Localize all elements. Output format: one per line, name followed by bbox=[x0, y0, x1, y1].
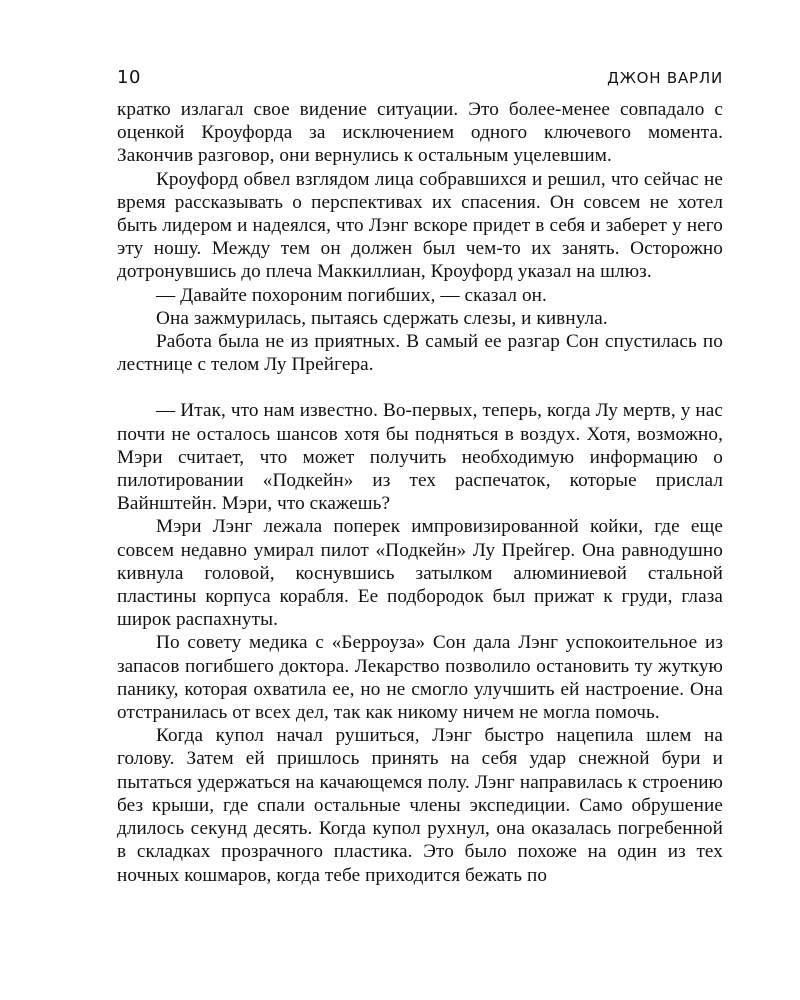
page-number: 10 bbox=[117, 67, 141, 88]
running-head bbox=[117, 64, 723, 98]
paragraph: Когда купол начал рушиться, Лэнг быстро нацепила шлем на голову. Затем ей пришлось принять на себя удар снежной бури и пытаться удержаться на качающемся полу. Лэнг направилась к строению без крыши, где спали остальные члены экспедиции. Само обрушение длилось секунд десять. Когда купол рухнул, она оказалась погребенной в складках прозрачного пластика. Это было похоже на один из тех ночных кошмаров, когда тебе приходится бежать по bbox=[117, 725, 723, 886]
paragraph: — Давайте похороним погибших, — сказал он. bbox=[156, 284, 547, 306]
paragraph: Она зажмурилась, пытаясь сдержать слезы, и кивнула. bbox=[156, 307, 608, 329]
paragraph: Кроуфорд обвел взглядом лица собравшихся и решил, что сейчас не время рассказывать о перспективах их спасения. Он совсем не хотел быть лидером и надеялся, что Лэнг вскоре придет в себя и заберет у него эту ношу. Между тем он должен был чем-то их занять. Осторожно дотронувшись до плеча Маккиллиан, Кроуфорд указал на шлюз. bbox=[117, 168, 723, 283]
paragraph: — Итак, что нам известно. Во-первых, теперь, когда Лу мертв, у нас почти не осталось шансов хотя бы подняться в воздух. Хотя, возможно, Мэри считает, что может получить необходимую информацию о пилотировании «Подкейн» из тех распечаток, которые прислал Вайнштейн. Мэри, что скажешь? bbox=[117, 400, 723, 515]
book-author: ДЖОН ВАРЛИ bbox=[607, 69, 723, 87]
body-text bbox=[117, 98, 723, 887]
paragraph: Мэри Лэнг лежала поперек импровизированной койки, где еще совсем недавно умирал пилот «Подкейн» Лу Прейгер. Она равнодушно кивнула головой, коснувшись затылком алюминиевой стальной пластины корпуса корабля. Ее подбородок был прижат к груди, глаза широк распахнуты. bbox=[117, 516, 723, 631]
paragraph: По совету медика с «Берроуза» Сон дала Лэнг успокоительное из запасов погибшего доктора. Лекарство позволило остановить ту жуткую панику, которая охватила ее, но не смогло улучшить ей настроение. Она отстранилась от всех дел, так как никому ничем не могла помочь. bbox=[117, 632, 723, 724]
paragraph: Работа была не из приятных. В самый ее разгар Сон спустилась по лестнице с телом Лу Прейгера. bbox=[117, 331, 723, 376]
book-page bbox=[117, 64, 723, 887]
paragraph: кратко излагал свое видение ситуации. Это более-менее совпадало с оценкой Кроуфорда за исключением одного ключевого момента. Закончив разговор, они вернулись к остальным уцелевшим. bbox=[117, 99, 723, 167]
section-break bbox=[117, 376, 723, 399]
